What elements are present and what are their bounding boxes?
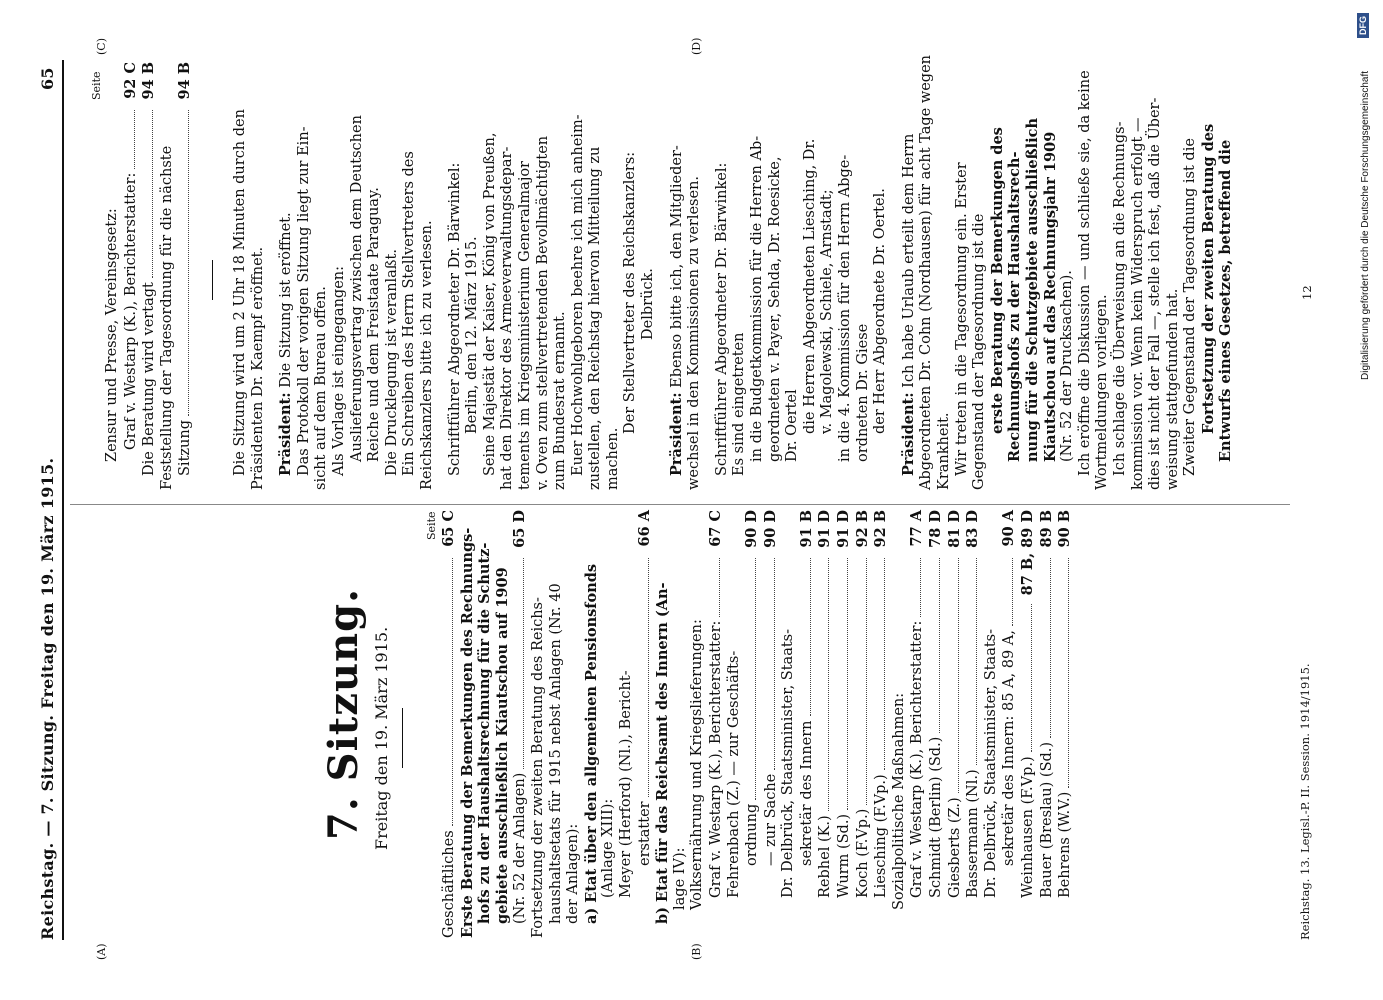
- toc-end-rule: [212, 260, 213, 300]
- toc-dot-leader: [755, 558, 756, 800]
- body-line: erste Beratung der Bemerkungen des: [988, 127, 1006, 434]
- toc-entry-page: 66 A: [635, 510, 653, 547]
- toc-entry-text: Die Beratung wird vertagt: [141, 282, 158, 476]
- toc-entry: [600, 510, 618, 938]
- toc-dot-leader: [810, 558, 811, 716]
- body-line: hat den Direktor des Armeeverwaltungsdepar-: [499, 146, 516, 490]
- toc-entry-text: — zur Sache: [762, 773, 779, 866]
- right-body: [232, 54, 1235, 490]
- paragraph-gap: [437, 60, 447, 490]
- body-line: Berlin, den 12. März 1915.: [464, 236, 481, 434]
- toc-entry: [762, 510, 781, 938]
- body-line: Rechnungshofs zu der Haushaltsrech-: [1006, 151, 1024, 462]
- toc-entry: [743, 510, 762, 938]
- margin-c: (C): [95, 38, 108, 55]
- body-line: die Herren Abgeordneten Liesching, Dr.: [801, 138, 818, 434]
- toc-dot-leader: [884, 558, 885, 770]
- toc-entry-text: b) Etat für das Reichsamt des Innern (An-: [654, 582, 672, 924]
- toc-entry-page: 94 B: [140, 62, 158, 100]
- toc-dot-leader: [1012, 558, 1013, 626]
- body-line: machen.: [604, 427, 621, 490]
- toc-entry: [618, 510, 636, 938]
- toc-entry: [1056, 510, 1075, 938]
- body-line: Seine Majestät der Kaiser, König von Preußen,: [481, 132, 498, 476]
- toc-entry-page: 89 B: [1037, 510, 1055, 548]
- toc-entry-text: gebiete ausschließlich Kiautschou auf 1909: [493, 567, 511, 924]
- speaker-label: Präsident:: [899, 392, 917, 476]
- toc-entry: [798, 510, 817, 938]
- body-line: Schriftführer Abgeordneter Dr. Bärwinkel:: [713, 162, 730, 476]
- session-date: Freitag den 19. März 1915.: [372, 626, 391, 850]
- toc-entry-text: hofs zu der Haushaltsrechnung für die Schutz-: [476, 542, 494, 924]
- toc-entry-text: Koch (F.Vp.): [854, 808, 871, 898]
- paragraph-gap: [267, 60, 277, 490]
- toc-entry: [1038, 510, 1057, 938]
- toc-entry: [511, 510, 530, 938]
- toc-entry-text: haushaltsetats für 1915 nebst Anlagen (Nr. 40: [547, 583, 564, 924]
- toc-entry-text: (Nr. 52 der Anlagen): [512, 772, 529, 924]
- digitization-credit: Digitalisierung gefördert durch die Deutsche Forschungsgemeinschaft: [1360, 70, 1371, 380]
- title-rule: [402, 708, 403, 768]
- toc-entry: [726, 510, 744, 938]
- margin-b: (B): [690, 943, 703, 960]
- toc-entry: [891, 510, 909, 938]
- toc-entry: [1019, 510, 1038, 938]
- toc-entry-page: 90 D: [743, 510, 761, 548]
- toc-dot-leader: [774, 558, 775, 770]
- toc-entry-page: 77 A: [908, 510, 926, 547]
- toc-entry-text: Fortsetzung der zweiten Beratung des Reichs-: [529, 597, 546, 938]
- toc-entry-page: 65 C: [440, 510, 457, 547]
- toc-entry-text: lage IV):: [671, 847, 688, 910]
- toc-dot-leader: [939, 558, 940, 733]
- toc-entry: [1000, 510, 1019, 938]
- toc-entry-text: Fehrenbach (Z.) — zur Geschäfts-: [725, 650, 742, 898]
- toc-entry-text: Zensur und Presse, Vereinsgesetz:: [104, 208, 120, 462]
- body-line: nung für die Schutzgebiete ausschließlich: [1023, 117, 1041, 462]
- body-line: Kiautschou auf das Rechnungsjahr 1909: [1041, 131, 1059, 462]
- body-line: geordneten v. Payer, Sehda, Dr. Roesicke,: [766, 156, 783, 462]
- toc-dot-leader: [920, 558, 921, 617]
- body-line: Reichskanzlers bitte ich zu verlesen.: [418, 220, 435, 490]
- toc-entry: [927, 510, 946, 938]
- session-title: 7. Sitzung.: [320, 587, 367, 840]
- toc-entry-page: 92 B: [853, 510, 871, 548]
- paragraph-gap: [704, 60, 714, 490]
- speech-text: Die Sitzung ist eröffnet.: [278, 212, 295, 393]
- toc-dot-leader: [152, 110, 153, 278]
- body-line: [668, 60, 687, 490]
- toc-dot-leader: [648, 558, 649, 797]
- toc-entry-page: 65 D: [511, 510, 529, 548]
- toc-entry-page: 91 D: [835, 510, 853, 548]
- toc-dot-leader: [1031, 604, 1032, 752]
- body-line: Fortsetzung der zweiten Beratung des: [1199, 123, 1217, 434]
- body-line: Die Drucklegung ist veranlaßt.: [383, 249, 400, 476]
- speech-text: Ich habe Urlaub erteilt dem Herrn: [900, 133, 917, 393]
- body-line: sicht auf dem Bureau offen.: [313, 286, 330, 490]
- body-line: Euer Hochwohlgeboren beehre ich mich anheim-: [569, 114, 586, 476]
- body-line: [277, 60, 296, 490]
- column-divider: [70, 504, 1290, 505]
- toc-dot-leader: [958, 558, 959, 793]
- margin-d: (D): [690, 37, 703, 55]
- toc-entry-text: Bassermann (Nl.): [965, 769, 982, 898]
- toc-entry-text: Wurm (Sd.): [836, 813, 853, 898]
- toc-entry-page: 90 D: [761, 510, 779, 548]
- toc-entry: [104, 62, 122, 490]
- toc-entry-text: Rebhel (K.): [817, 815, 834, 898]
- toc-entry-text: Giesberts (Z.): [946, 797, 963, 898]
- toc-entry-text: Erste Beratung der Bemerkungen des Rechnungs-: [458, 527, 476, 938]
- toc-entry: [176, 62, 195, 490]
- body-line: [900, 60, 919, 490]
- paragraph-gap: [890, 60, 900, 490]
- toc-dot-leader: [188, 110, 189, 416]
- body-line: Wortmeldungen vorliegen.: [1094, 294, 1111, 490]
- body-line: tements im Kriegsministerium Generalmajor: [516, 161, 533, 490]
- toc-entry: [983, 510, 1001, 938]
- toc-entry-text: Graf v. Westarp (K.), Berichterstatter:: [707, 620, 724, 898]
- toc-entry-page: 94 B: [176, 62, 194, 100]
- body-line: Wir treten in die Tagesordnung ein. Erster: [953, 162, 970, 476]
- toc-entry: [707, 510, 726, 938]
- body-line: Ich schlage die Überweisung an die Rechnungs-: [1111, 121, 1128, 476]
- toc-entry: [816, 510, 835, 938]
- body-line: Entwurfs eines Gesetzes, betreffend die: [1217, 139, 1235, 462]
- toc-seite-label-right: Seite: [90, 71, 103, 100]
- toc-entry-text: Liesching (F.Vp.): [873, 774, 890, 898]
- toc-entry-text: Meyer (Herford) (Nl.), Bericht-: [617, 670, 634, 898]
- paragraph-gap: [658, 60, 668, 490]
- toc-entry-text: Weinhausen (F.Vp.): [1020, 756, 1036, 898]
- toc-entry-text: der Anlagen):: [565, 823, 582, 924]
- toc-dot-leader: [719, 558, 720, 617]
- toc-entry-text: Behrens (W.V.): [1057, 791, 1074, 898]
- body-line: Die Sitzung wird um 2 Uhr 18 Minuten durch den: [232, 109, 248, 476]
- toc-entry: [908, 510, 927, 938]
- toc-entry: [583, 510, 601, 938]
- toc-entry: [964, 510, 983, 938]
- toc-entry: [946, 510, 965, 938]
- toc-entry-text: Dr. Delbrück, Staatsminister, Staats-: [982, 628, 999, 898]
- body-line: zustellen, den Reichstag hiervon Mitteilung zu: [587, 146, 604, 490]
- toc-entry-text: sekretär des Innern: 85 A, 89 A,: [1001, 630, 1018, 866]
- toc-entry: [548, 510, 566, 938]
- toc-entry-text: Graf v. Westarp (K.), Berichterstatter:: [122, 172, 139, 450]
- toc-dot-leader: [976, 558, 977, 765]
- body-line: Krankheit.: [935, 412, 952, 490]
- running-header: Reichstag. — 7. Sitzung. Freitag den 19. März 1915.: [38, 457, 57, 940]
- toc-entry: [459, 510, 477, 938]
- toc-entry: [565, 510, 583, 938]
- body-line: in die Budgetkommission für die Herren Ab-: [749, 135, 766, 462]
- speaker-label: Präsident:: [277, 392, 295, 476]
- body-line: v. Oven zum stellvertretenden Bevollmächtigten: [534, 135, 551, 490]
- toc-entry-text: a) Etat über den allgemeinen Pensionsfonds: [582, 563, 600, 924]
- toc-dot-leader: [523, 558, 524, 769]
- body-line: Das Protokoll der vorigen Sitzung liegt zur Ein-: [295, 126, 312, 476]
- toc-entry-page: 92 C: [121, 62, 139, 99]
- footer-left: Reichstag. 13. Legisl.-P. II. Session. 1914/1915.: [1298, 663, 1312, 940]
- body-line: Präsidenten Dr. Kaempf eröffnet.: [249, 246, 266, 490]
- toc-entry-page: 67 C: [706, 510, 724, 547]
- toc-entry-page: 83 D: [964, 510, 982, 548]
- body-line: Delbrück.: [640, 268, 657, 340]
- body-line: (Nr. 52 der Drucksachen).: [1059, 270, 1076, 462]
- dfg-logo: DFG: [1357, 13, 1369, 38]
- toc-dot-leader: [847, 558, 848, 810]
- toc-entry: [872, 510, 891, 938]
- header-rule: [62, 60, 64, 940]
- toc-entry-text: Geschäftliches: [441, 830, 457, 938]
- body-line: Zweiter Gegenstand der Tagesordnung ist die: [1182, 138, 1199, 476]
- body-line: Der Stellvertreter des Reichskanzlers:: [622, 151, 639, 434]
- body-line: kommission vor. Wenn kein Widerspruch erfolgt —: [1129, 117, 1146, 490]
- toc-entry-text: ordnung: [744, 803, 761, 866]
- toc-entry-text: Schmidt (Berlin) (Sd.): [928, 736, 945, 898]
- body-line: Schriftführer Abgeordneter Dr. Bärwinkel:: [446, 162, 463, 476]
- toc-entry: [854, 510, 873, 938]
- toc-entry-page: 81 D: [945, 510, 963, 548]
- toc-entry: [654, 510, 672, 938]
- toc-seite-label: Seite: [425, 511, 438, 540]
- body-line: Gegenstand der Tagesordnung ist die: [971, 213, 988, 490]
- toc-entry-text: (Anlage XIII):: [600, 798, 617, 898]
- body-line: Dr. Oertel: [784, 389, 801, 462]
- body-line: Reiche und dem Freistaate Paraguay.: [366, 187, 383, 462]
- toc-entry-page: 91 D: [816, 510, 834, 548]
- speaker-label: Präsident:: [667, 392, 685, 476]
- toc-entry: [835, 510, 854, 938]
- toc-entry-text: Bauer (Breslau) (Sd.): [1038, 741, 1055, 898]
- toc-entry-page: 92 B: [872, 510, 890, 548]
- toc-entry: [476, 510, 494, 938]
- toc-entry: [689, 510, 707, 938]
- toc-entry: [140, 62, 159, 490]
- toc-entry-text: Sitzung: [177, 420, 194, 476]
- toc-entry: [159, 62, 177, 490]
- toc-entry: [530, 510, 548, 938]
- toc-dot-leader: [1050, 558, 1051, 738]
- speech-text: Ebenso bitte ich, den Mitglieder-: [668, 145, 685, 393]
- toc-dot-leader: [134, 110, 135, 169]
- toc-entry-page: 91 B: [797, 510, 815, 548]
- body-line: Ein Schreiben des Herrn Stellvertreters des: [401, 151, 418, 476]
- body-line: weisung stattgefunden hat.: [1164, 288, 1181, 490]
- toc-dot-leader: [828, 558, 829, 811]
- toc-entry-text: sekretär des Innern: [798, 720, 815, 866]
- body-line: Es sind eingetreten: [731, 332, 748, 476]
- body-line: Ich eröffne die Diskussion — und schließe sie, da keine: [1076, 70, 1093, 476]
- right-toc: [104, 62, 195, 490]
- toc-entry: [780, 510, 798, 938]
- toc-entry: [440, 510, 459, 938]
- toc-dot-leader: [1068, 558, 1069, 788]
- body-line: zum Bundesrat ernannt.: [552, 311, 569, 490]
- margin-a: (A): [95, 943, 108, 960]
- page-number: 65: [38, 67, 57, 90]
- left-toc: [440, 510, 1075, 938]
- toc-entry: [636, 510, 655, 938]
- toc-entry-text: Graf v. Westarp (K.), Berichterstatter:: [909, 620, 926, 898]
- toc-entry-page: 78 D: [927, 510, 945, 548]
- toc-entry: [122, 62, 141, 490]
- body-line: v. Magolewski, Schiele, Arnstadt;: [819, 189, 836, 434]
- footer-sheet-number: 12: [1300, 285, 1314, 300]
- toc-dot-leader: [452, 558, 453, 826]
- toc-entry-text: Volksernährung und Kriegslieferungen:: [689, 619, 706, 910]
- body-line: in die 4. Kommission für den Herrn Abge-: [837, 154, 853, 462]
- toc-entry-text: Sozialpolitische Maßnahmen:: [890, 692, 907, 910]
- body-line: Abgeordneten Dr. Cohn (Nordhausen) für acht Tage wegen: [918, 54, 935, 490]
- body-line: dies ist nicht der Fall —, stelle ich fest, daß die Über-: [1147, 97, 1164, 490]
- toc-entry-text: erstatter: [636, 801, 653, 866]
- toc-entry: [494, 510, 512, 938]
- body-line: ordneten Dr. Giese: [854, 323, 871, 462]
- body-line: wechsel in den Kommissionen zu verlesen.: [686, 175, 703, 490]
- body-line: der Herr Abgeordnete Dr. Oertel.: [872, 188, 889, 434]
- toc-entry-page: 87 B, 89 D: [1019, 510, 1036, 596]
- body-line: Auslieferungsvertrag zwischen dem Deutschen: [348, 115, 365, 462]
- toc-entry-page: 90 A: [1000, 510, 1018, 547]
- toc-entry-text: Feststellung der Tagesordnung für die nächste: [158, 145, 175, 490]
- body-line: Als Vorlage ist eingegangen:: [330, 265, 347, 476]
- toc-entry: [672, 510, 690, 938]
- toc-dot-leader: [866, 558, 867, 805]
- toc-entry-page: 90 B: [1056, 510, 1074, 548]
- toc-entry-text: Dr. Delbrück, Staatsminister, Staats-: [780, 628, 797, 898]
